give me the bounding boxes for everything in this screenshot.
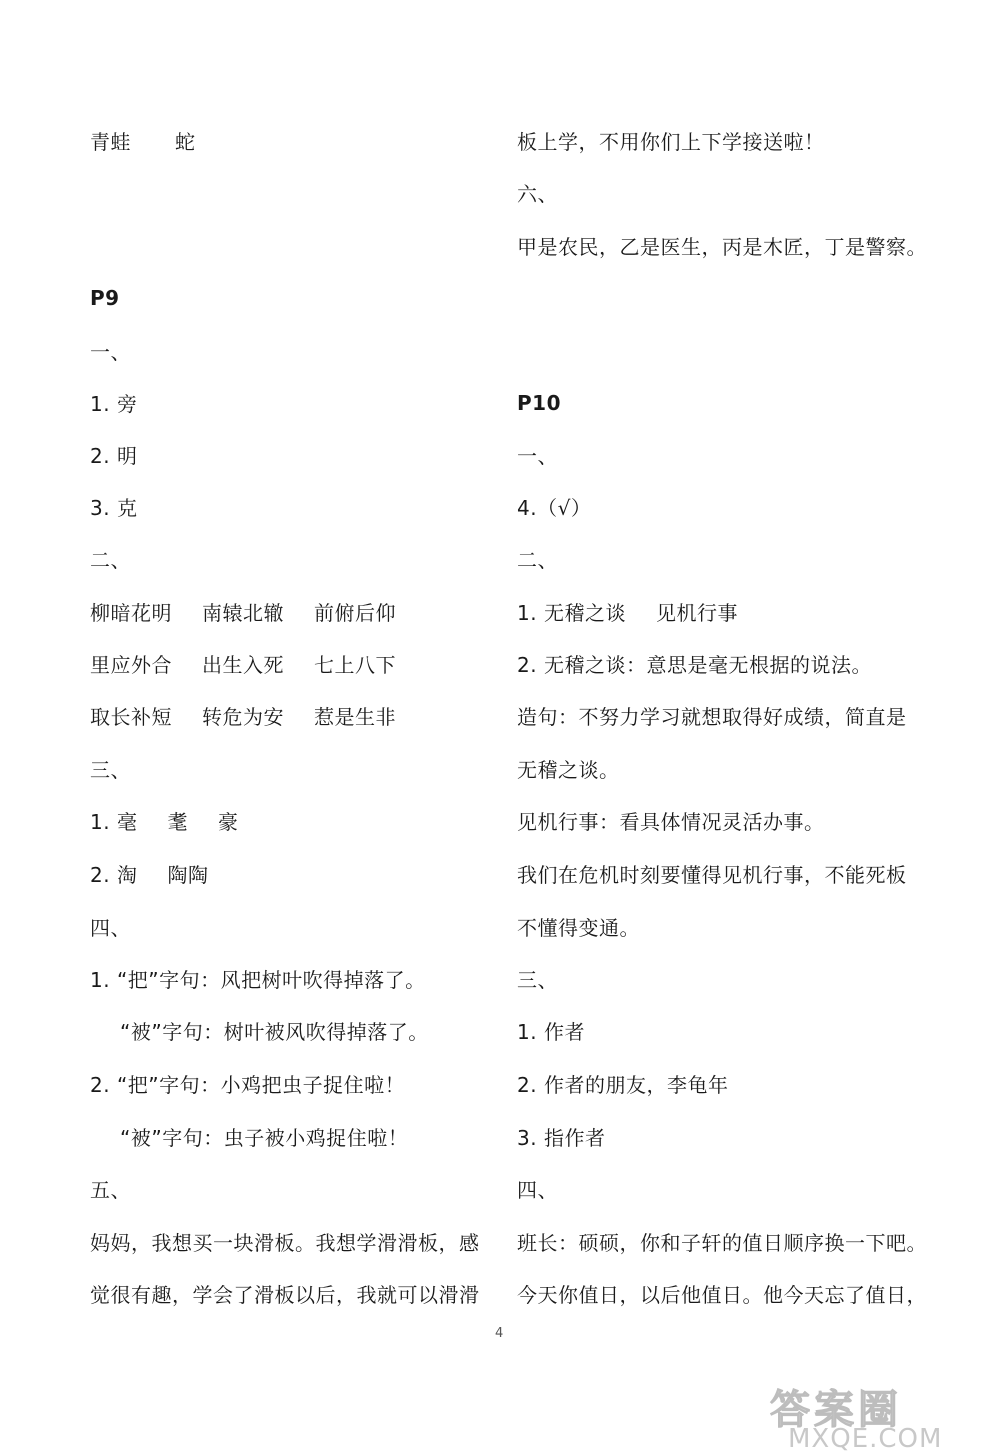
section-heading: 四、: [90, 916, 131, 940]
answer-line: 2. 作者的朋友，李龟年: [517, 1073, 729, 1097]
watermark-logo: [770, 1378, 992, 1452]
answer-line: 造句：不努力学习就想取得好成绩，简直是: [517, 705, 907, 729]
answer-line: 1. 毫 耄 豪: [90, 810, 239, 834]
answer-line: 4.（√）: [517, 496, 592, 520]
page-number: 4: [495, 1326, 504, 1341]
answer-line: 2. “把”字句：小鸡把虫子捉住啦！: [90, 1073, 406, 1097]
answer-line: 妈妈，我想买一块滑板。我想学滑滑板，感: [90, 1231, 480, 1255]
watermark-url: MXQE.COM: [788, 1424, 943, 1454]
idiom-row: 取长补短 转危为安 惹是生非: [90, 705, 396, 729]
right-column: [517, 0, 937, 1456]
watermark-text: 答案圈: [770, 1387, 902, 1433]
answer-line: 今天你值日，以后他值日。他今天忘了值日，: [517, 1283, 927, 1307]
answer-line: 1. 旁: [90, 392, 138, 416]
answer-line: 甲是农民，乙是医生，丙是木匠，丁是警察。: [517, 235, 927, 259]
section-heading: 一、: [517, 444, 558, 468]
idiom-row: 柳暗花明 南辕北辙 前俯后仰: [90, 601, 396, 625]
answer-line: 1. 作者: [517, 1020, 585, 1044]
answer-line: 觉很有趣，学会了滑板以后，我就可以滑滑: [90, 1283, 480, 1307]
answer-line: 1. 无稽之谈 见机行事: [517, 601, 738, 625]
section-heading: 三、: [90, 758, 131, 782]
answer-line: “被”字句：树叶被风吹得掉落了。: [120, 1020, 429, 1044]
answer-line: 我们在危机时刻要懂得见机行事，不能死板: [517, 863, 907, 887]
answer-line: 2. 无稽之谈：意思是毫无根据的说法。: [517, 653, 872, 677]
answer-line: 见机行事：看具体情况灵活办事。: [517, 810, 825, 834]
left-column: [90, 0, 510, 1456]
answer-line: 不懂得变通。: [517, 916, 640, 940]
section-heading: 一、: [90, 340, 131, 364]
answer-line: 班长：硕硕，你和子轩的值日顺序换一下吧。: [517, 1231, 927, 1255]
section-heading: 四、: [517, 1178, 558, 1202]
section-heading: 三、: [517, 968, 558, 992]
section-heading: 五、: [90, 1178, 131, 1202]
answer-line: “被”字句：虫子被小鸡捉住啦！: [120, 1126, 409, 1150]
idiom-row: 里应外合 出生入死 七上八下: [90, 653, 396, 677]
page-heading-p10: P10: [517, 391, 561, 415]
answer-line: 2. 明: [90, 444, 138, 468]
answer-line: 青蛙 蛇: [90, 130, 196, 154]
section-heading: 六、: [517, 182, 558, 206]
answer-line: 2. 淘 陶陶: [90, 863, 209, 887]
answer-line: 板上学，不用你们上下学接送啦！: [517, 130, 825, 154]
page-heading-p9: P9: [90, 286, 120, 310]
section-heading: 二、: [90, 548, 131, 572]
answer-line: 3. 指作者: [517, 1126, 606, 1150]
answer-line: 无稽之谈。: [517, 758, 620, 782]
answer-line: 1. “把”字句：风把树叶吹得掉落了。: [90, 968, 426, 992]
section-heading: 二、: [517, 548, 558, 572]
answer-line: 3. 克: [90, 496, 138, 520]
